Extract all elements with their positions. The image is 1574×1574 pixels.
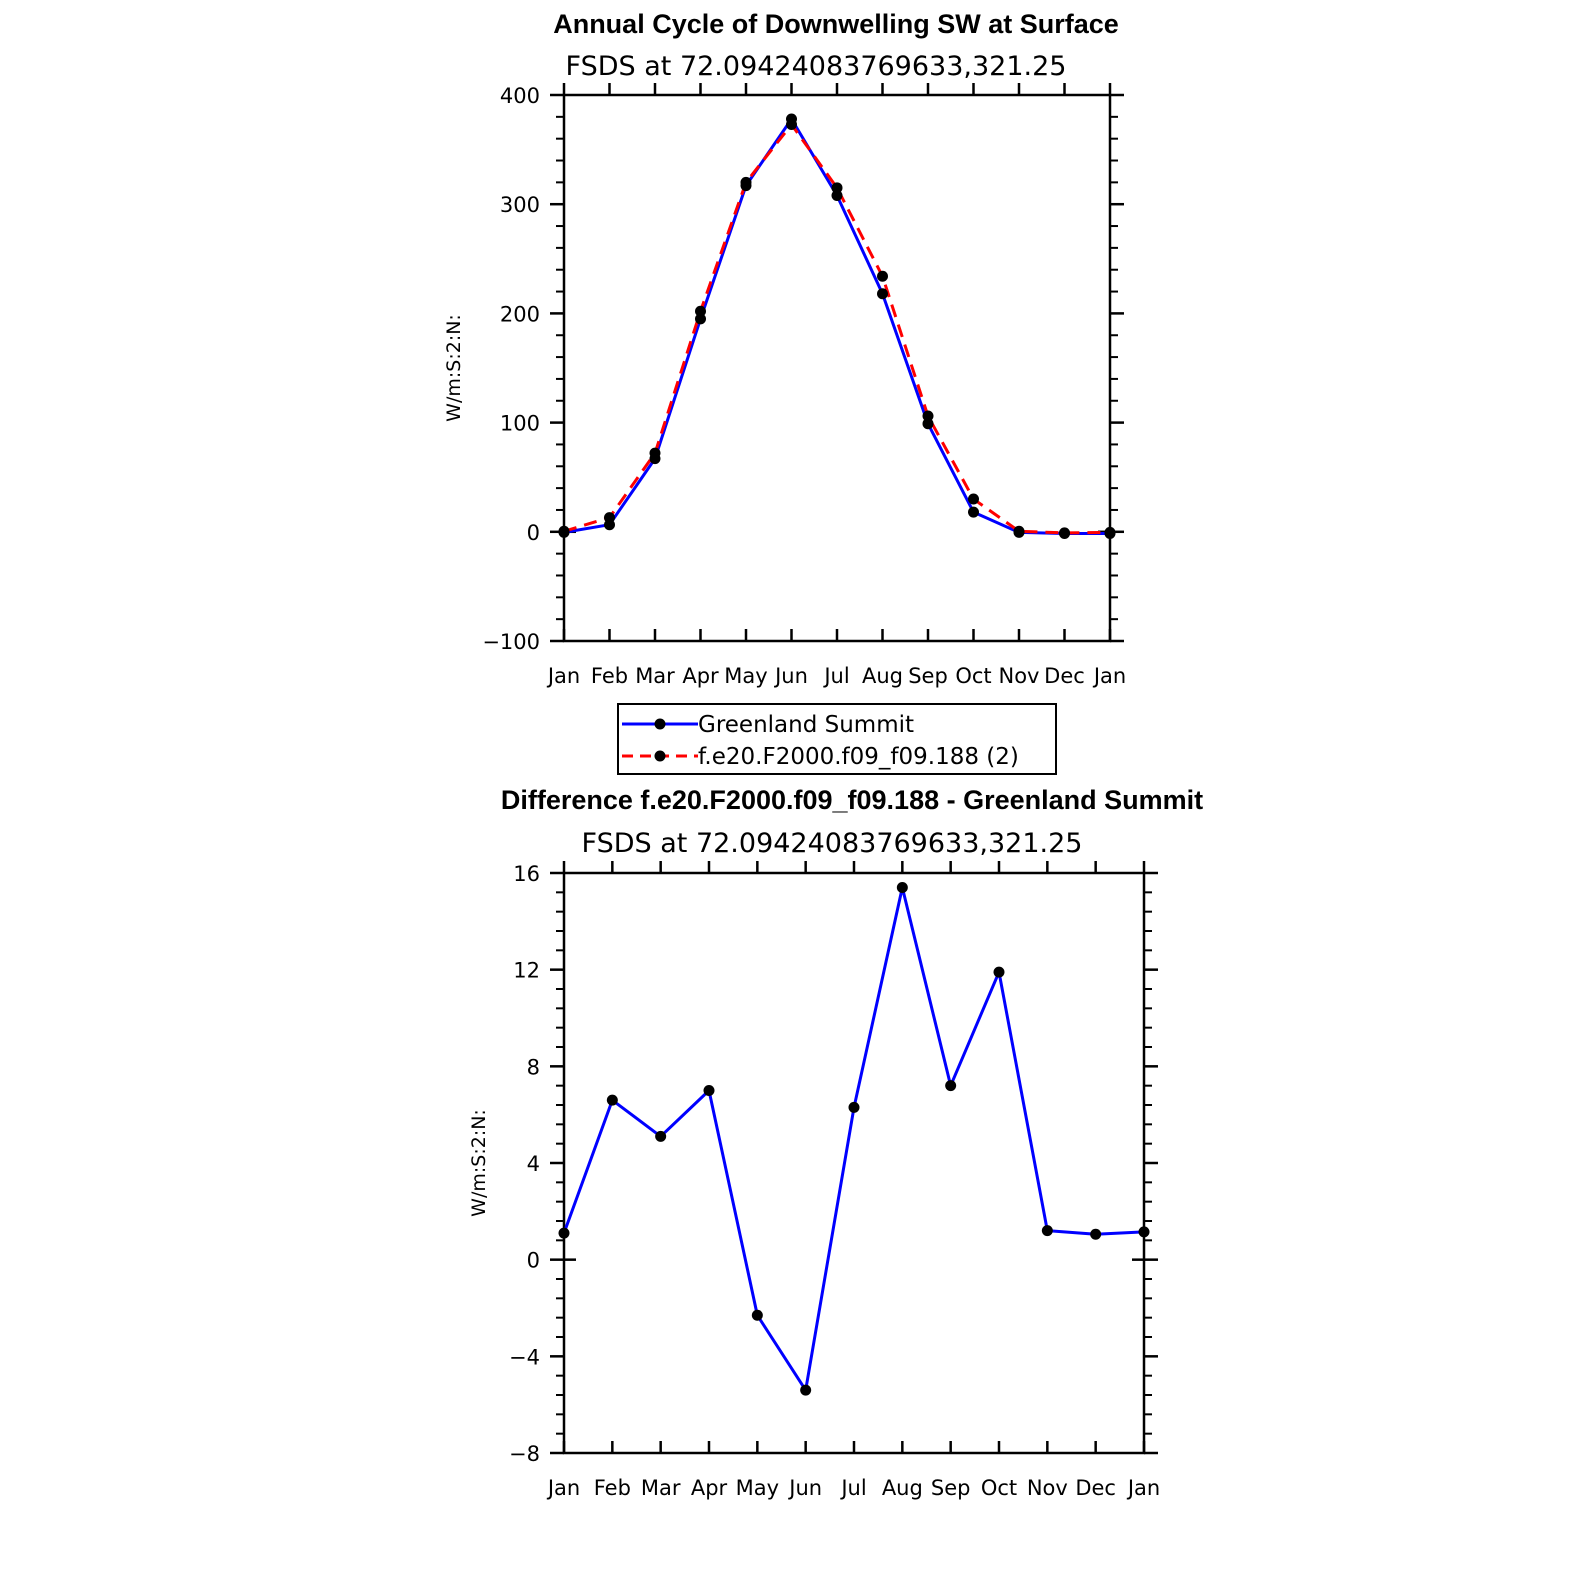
data-point: [741, 177, 752, 188]
data-point: [559, 1228, 570, 1239]
legend-marker: [655, 719, 666, 730]
data-point: [945, 1080, 956, 1091]
x-tick-label: Apr: [690, 1476, 728, 1500]
x-tick-label: Sep: [930, 1476, 971, 1500]
data-point: [1090, 1229, 1101, 1240]
y-tick-label: −8: [509, 1442, 540, 1466]
data-point: [704, 1085, 715, 1096]
x-tick-label: Oct: [980, 1476, 1018, 1500]
x-tick-label: Oct: [955, 664, 992, 688]
legend-marker: [655, 751, 666, 762]
data-point: [1105, 527, 1116, 538]
x-tick-labels: [546, 664, 1126, 688]
y-tick-label: −4: [509, 1345, 540, 1370]
x-tick-label: Dec: [1075, 1476, 1116, 1500]
legend-label: f.e20.F2000.f09_f09.188 (2): [698, 744, 1019, 770]
x-tick-label: Mar: [640, 1476, 681, 1500]
y-tick-label: 200: [499, 302, 540, 327]
y-tick-labels: [482, 84, 540, 654]
x-tick-label: Apr: [682, 664, 719, 688]
chart-subtitle: FSDS at 72.09424083769633,321.25: [581, 828, 1083, 859]
data-point: [655, 1131, 666, 1142]
x-tick-label: May: [735, 1476, 780, 1500]
x-tick-label: Nov: [998, 664, 1040, 688]
x-tick-label: Jun: [775, 664, 808, 688]
y-tick-label: 300: [499, 193, 540, 218]
x-tick-label: Jan: [1093, 664, 1127, 688]
data-point: [695, 306, 706, 317]
x-tick-label: Jul: [824, 664, 850, 688]
data-point: [559, 526, 570, 537]
data-point: [1059, 527, 1070, 538]
y-tick-label: 400: [499, 84, 540, 108]
data-point: [968, 494, 979, 505]
data-point: [1139, 1226, 1150, 1237]
data-point: [800, 1385, 811, 1396]
y-tick-label: 12: [513, 958, 540, 983]
data-point: [897, 882, 908, 893]
data-point: [849, 1102, 860, 1113]
data-point: [650, 448, 661, 459]
x-tick-label: Jan: [1127, 1476, 1161, 1500]
x-tick-label: Jun: [789, 1476, 823, 1500]
x-tick-label: Aug: [861, 664, 904, 688]
legend-label: Greenland Summit: [698, 712, 915, 738]
x-tick-label: May: [724, 664, 768, 688]
y-tick-label: 0: [526, 1248, 540, 1273]
series-lines: [559, 882, 1150, 1396]
series-line: [564, 119, 1110, 533]
data-point: [877, 271, 888, 282]
data-point: [604, 512, 615, 523]
plot-frame: [564, 873, 1144, 1453]
x-tick-label: Feb: [590, 664, 629, 688]
series-lines: [559, 114, 1116, 539]
x-tick-label: Aug: [881, 1476, 923, 1500]
y-axis-label: W/m:S:2:N:: [443, 314, 465, 422]
data-point: [968, 507, 979, 518]
y-tick-label: −100: [482, 630, 540, 654]
difference-panel: [468, 785, 1203, 1500]
data-point: [1014, 526, 1025, 537]
x-tick-label: Jan: [547, 1476, 581, 1500]
data-point: [923, 411, 934, 422]
y-tick-label: 16: [513, 862, 540, 886]
chart-title: Annual Cycle of Downwelling SW at Surface: [553, 9, 1119, 39]
data-point: [1042, 1225, 1053, 1236]
x-tick-label: Feb: [593, 1476, 631, 1500]
y-axis-label: W/m:S:2:N:: [468, 1109, 490, 1217]
x-tick-label: Nov: [1026, 1476, 1068, 1500]
plot-frame: [564, 95, 1110, 641]
y-tick-label: 100: [499, 411, 540, 436]
x-tick-label: Jul: [841, 1476, 867, 1500]
axis-ticks: [550, 83, 1124, 641]
legend: [618, 704, 1056, 774]
series-line: [564, 888, 1144, 1391]
data-point: [877, 288, 888, 299]
x-tick-labels: [546, 1476, 1160, 1500]
y-tick-label: 4: [526, 1152, 540, 1176]
x-tick-label: Sep: [908, 664, 948, 688]
x-tick-label: Jan: [547, 664, 581, 688]
data-point: [994, 967, 1005, 978]
y-tick-labels: [509, 862, 540, 1466]
plot-axes: [564, 95, 1110, 641]
chart-subtitle: FSDS at 72.09424083769633,321.25: [565, 51, 1067, 82]
data-point: [752, 1310, 763, 1321]
x-tick-label: Mar: [635, 664, 675, 688]
data-point: [786, 119, 797, 130]
plot-axes: [564, 873, 1144, 1453]
chart-title: Difference f.e20.F2000.f09_f09.188 - Greenland Summit: [500, 785, 1204, 815]
data-point: [832, 182, 843, 193]
data-point: [607, 1095, 618, 1106]
x-tick-label: Dec: [1044, 664, 1085, 688]
y-tick-label: 0: [526, 520, 540, 545]
axis-ticks: [550, 861, 1158, 1453]
annual-cycle-panel: [443, 9, 1126, 688]
y-tick-label: 8: [526, 1055, 540, 1080]
